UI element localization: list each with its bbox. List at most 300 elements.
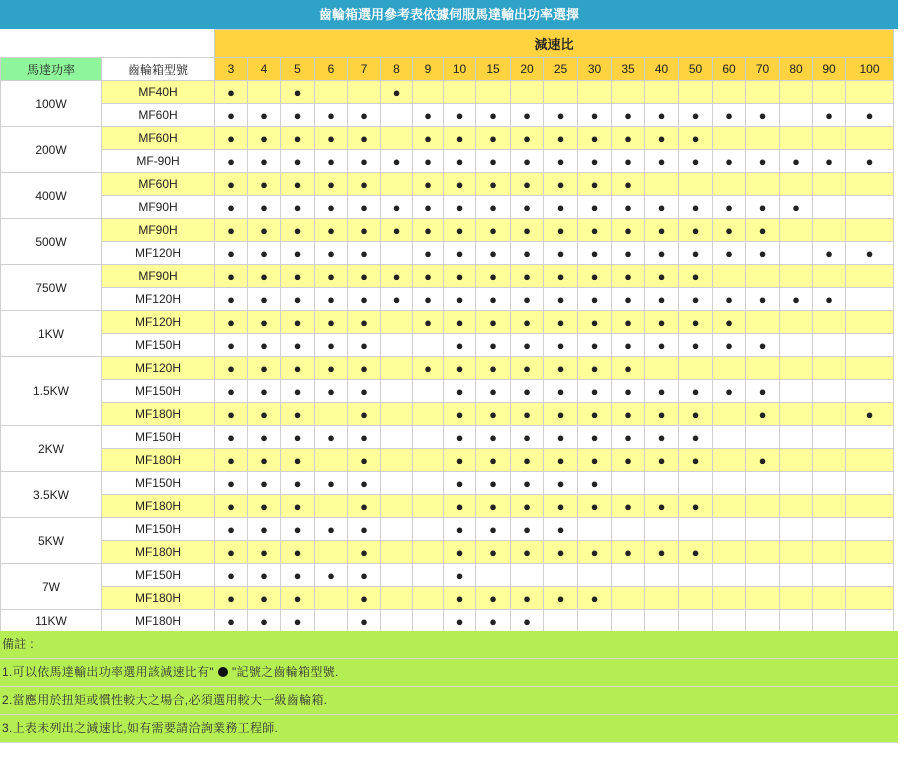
available-mark: ● bbox=[679, 219, 713, 242]
available-mark: ● bbox=[612, 196, 645, 219]
empty-cell bbox=[746, 426, 780, 449]
available-mark: ● bbox=[511, 196, 544, 219]
available-mark: ● bbox=[476, 104, 511, 127]
available-mark: ● bbox=[281, 426, 315, 449]
available-mark: ● bbox=[511, 518, 544, 541]
empty-cell bbox=[612, 518, 645, 541]
empty-cell bbox=[679, 587, 713, 610]
note-1 bbox=[0, 659, 898, 687]
available-mark: ● bbox=[511, 311, 544, 334]
available-mark: ● bbox=[281, 127, 315, 150]
empty-cell bbox=[746, 610, 780, 633]
empty-cell bbox=[645, 357, 679, 380]
empty-cell bbox=[780, 587, 813, 610]
available-mark: ● bbox=[215, 311, 248, 334]
motor-power-cell: 1KW bbox=[1, 311, 102, 357]
empty-cell bbox=[813, 472, 846, 495]
available-mark: ● bbox=[578, 426, 612, 449]
available-mark: ● bbox=[544, 219, 578, 242]
empty-cell bbox=[381, 541, 413, 564]
empty-cell bbox=[780, 104, 813, 127]
gearbox-model-cell: MF60H bbox=[102, 127, 215, 150]
empty-cell bbox=[780, 265, 813, 288]
available-mark: ● bbox=[544, 104, 578, 127]
available-mark: ● bbox=[315, 219, 348, 242]
table-row bbox=[1, 334, 894, 357]
available-mark: ● bbox=[476, 357, 511, 380]
empty-cell bbox=[780, 380, 813, 403]
available-mark: ● bbox=[215, 495, 248, 518]
gearbox-model-cell: MF150H bbox=[102, 380, 215, 403]
available-mark: ● bbox=[315, 288, 348, 311]
available-mark: ● bbox=[248, 495, 281, 518]
empty-cell bbox=[713, 403, 746, 426]
available-mark: ● bbox=[511, 610, 544, 633]
gearbox-model-cell: MF150H bbox=[102, 518, 215, 541]
table-row bbox=[1, 357, 894, 380]
empty-cell bbox=[780, 127, 813, 150]
empty-cell bbox=[381, 104, 413, 127]
empty-cell bbox=[413, 610, 444, 633]
available-mark: ● bbox=[248, 472, 281, 495]
empty-cell bbox=[578, 564, 612, 587]
table-row bbox=[1, 380, 894, 403]
available-mark: ● bbox=[444, 610, 476, 633]
empty-cell bbox=[381, 127, 413, 150]
gearbox-model-cell: MF90H bbox=[102, 219, 215, 242]
table-row bbox=[1, 518, 894, 541]
available-mark: ● bbox=[281, 196, 315, 219]
available-mark: ● bbox=[612, 311, 645, 334]
table-row bbox=[1, 449, 894, 472]
empty-cell bbox=[780, 610, 813, 633]
available-mark: ● bbox=[444, 334, 476, 357]
available-mark: ● bbox=[215, 403, 248, 426]
empty-cell bbox=[780, 357, 813, 380]
available-mark: ● bbox=[215, 610, 248, 633]
available-mark: ● bbox=[578, 288, 612, 311]
available-mark: ● bbox=[315, 426, 348, 449]
available-mark: ● bbox=[476, 242, 511, 265]
available-mark: ● bbox=[381, 288, 413, 311]
empty-cell bbox=[713, 587, 746, 610]
ratio-header-70: 70 bbox=[746, 58, 780, 81]
available-mark: ● bbox=[215, 334, 248, 357]
empty-cell bbox=[846, 219, 894, 242]
available-mark: ● bbox=[746, 288, 780, 311]
available-mark: ● bbox=[281, 219, 315, 242]
available-mark: ● bbox=[679, 104, 713, 127]
empty-cell bbox=[578, 610, 612, 633]
available-mark: ● bbox=[381, 196, 413, 219]
table-row bbox=[1, 610, 894, 633]
empty-cell bbox=[679, 518, 713, 541]
empty-cell bbox=[780, 311, 813, 334]
available-mark: ● bbox=[248, 242, 281, 265]
available-mark: ● bbox=[612, 495, 645, 518]
available-mark: ● bbox=[348, 311, 381, 334]
motor-power-cell: 3.5KW bbox=[1, 472, 102, 518]
empty-cell bbox=[746, 311, 780, 334]
available-mark: ● bbox=[511, 541, 544, 564]
empty-cell bbox=[381, 472, 413, 495]
available-mark: ● bbox=[846, 150, 894, 173]
available-mark: ● bbox=[511, 173, 544, 196]
empty-cell bbox=[413, 587, 444, 610]
empty-cell bbox=[315, 449, 348, 472]
motor-power-cell: 100W bbox=[1, 81, 102, 127]
empty-cell bbox=[315, 403, 348, 426]
available-mark: ● bbox=[248, 104, 281, 127]
available-mark: ● bbox=[746, 150, 780, 173]
ratio-header-90: 90 bbox=[813, 58, 846, 81]
available-mark: ● bbox=[348, 495, 381, 518]
available-mark: ● bbox=[813, 104, 846, 127]
available-mark: ● bbox=[315, 518, 348, 541]
table-row bbox=[1, 426, 894, 449]
empty-cell bbox=[413, 334, 444, 357]
empty-cell bbox=[746, 357, 780, 380]
available-mark: ● bbox=[348, 265, 381, 288]
available-mark: ● bbox=[476, 426, 511, 449]
available-mark: ● bbox=[444, 403, 476, 426]
available-mark: ● bbox=[413, 311, 444, 334]
empty-cell bbox=[780, 403, 813, 426]
motor-power-cell: 5KW bbox=[1, 518, 102, 564]
available-mark: ● bbox=[645, 150, 679, 173]
available-mark: ● bbox=[348, 610, 381, 633]
empty-cell bbox=[413, 495, 444, 518]
empty-cell bbox=[846, 173, 894, 196]
empty-cell bbox=[248, 81, 281, 104]
available-mark: ● bbox=[511, 104, 544, 127]
empty-cell bbox=[846, 495, 894, 518]
available-mark: ● bbox=[444, 449, 476, 472]
empty-cell bbox=[315, 81, 348, 104]
available-mark: ● bbox=[444, 495, 476, 518]
empty-cell bbox=[413, 449, 444, 472]
available-mark: ● bbox=[544, 311, 578, 334]
empty-cell bbox=[780, 518, 813, 541]
gearbox-selection-table bbox=[0, 29, 894, 633]
available-mark: ● bbox=[578, 403, 612, 426]
available-mark: ● bbox=[612, 403, 645, 426]
available-mark: ● bbox=[444, 265, 476, 288]
gearbox-model-cell: MF120H bbox=[102, 311, 215, 334]
available-mark: ● bbox=[315, 334, 348, 357]
available-mark: ● bbox=[645, 426, 679, 449]
empty-cell bbox=[746, 81, 780, 104]
available-mark: ● bbox=[215, 265, 248, 288]
available-mark: ● bbox=[444, 518, 476, 541]
available-mark: ● bbox=[476, 495, 511, 518]
empty-cell bbox=[780, 495, 813, 518]
ratio-header-6: 6 bbox=[315, 58, 348, 81]
available-mark: ● bbox=[645, 265, 679, 288]
available-mark: ● bbox=[476, 380, 511, 403]
ratio-header-60: 60 bbox=[713, 58, 746, 81]
available-mark: ● bbox=[679, 541, 713, 564]
available-mark: ● bbox=[544, 127, 578, 150]
empty-cell bbox=[645, 173, 679, 196]
available-mark: ● bbox=[315, 265, 348, 288]
available-mark: ● bbox=[348, 196, 381, 219]
available-mark: ● bbox=[679, 265, 713, 288]
available-mark: ● bbox=[679, 150, 713, 173]
empty-cell bbox=[713, 81, 746, 104]
available-mark: ● bbox=[215, 587, 248, 610]
table-row bbox=[1, 242, 894, 265]
available-mark: ● bbox=[281, 472, 315, 495]
available-mark: ● bbox=[612, 288, 645, 311]
available-mark: ● bbox=[645, 541, 679, 564]
empty-cell bbox=[846, 288, 894, 311]
empty-cell bbox=[780, 449, 813, 472]
empty-cell bbox=[578, 518, 612, 541]
available-mark: ● bbox=[679, 449, 713, 472]
table-row bbox=[1, 104, 894, 127]
empty-cell bbox=[746, 564, 780, 587]
available-mark: ● bbox=[679, 242, 713, 265]
available-mark: ● bbox=[511, 449, 544, 472]
available-mark: ● bbox=[476, 610, 511, 633]
gearbox-model-cell: MF40H bbox=[102, 81, 215, 104]
available-mark: ● bbox=[578, 472, 612, 495]
available-mark: ● bbox=[413, 242, 444, 265]
available-mark: ● bbox=[348, 334, 381, 357]
motor-power-cell: 200W bbox=[1, 127, 102, 173]
empty-cell bbox=[476, 564, 511, 587]
empty-cell bbox=[713, 357, 746, 380]
table-row bbox=[1, 472, 894, 495]
empty-cell bbox=[846, 472, 894, 495]
table-row bbox=[1, 219, 894, 242]
ratio-header-5: 5 bbox=[281, 58, 315, 81]
empty-cell bbox=[413, 81, 444, 104]
available-mark: ● bbox=[578, 334, 612, 357]
motor-power-cell: 1.5KW bbox=[1, 357, 102, 426]
available-mark: ● bbox=[248, 150, 281, 173]
empty-cell bbox=[813, 449, 846, 472]
empty-cell bbox=[746, 587, 780, 610]
empty-cell bbox=[315, 541, 348, 564]
motor-power-cell: 500W bbox=[1, 219, 102, 265]
available-mark: ● bbox=[476, 403, 511, 426]
gearbox-model-cell: MF-90H bbox=[102, 150, 215, 173]
available-mark: ● bbox=[315, 357, 348, 380]
empty-cell bbox=[813, 311, 846, 334]
available-mark: ● bbox=[248, 449, 281, 472]
motor-power-cell: 2KW bbox=[1, 426, 102, 472]
available-mark: ● bbox=[645, 403, 679, 426]
available-mark: ● bbox=[444, 150, 476, 173]
available-mark: ● bbox=[511, 380, 544, 403]
available-mark: ● bbox=[612, 173, 645, 196]
empty-cell bbox=[381, 357, 413, 380]
available-mark: ● bbox=[679, 127, 713, 150]
available-mark: ● bbox=[281, 173, 315, 196]
empty-cell bbox=[813, 403, 846, 426]
available-mark: ● bbox=[612, 265, 645, 288]
available-mark: ● bbox=[413, 127, 444, 150]
available-mark: ● bbox=[511, 495, 544, 518]
table-row bbox=[1, 403, 894, 426]
available-mark: ● bbox=[544, 150, 578, 173]
available-mark: ● bbox=[846, 403, 894, 426]
available-mark: ● bbox=[215, 449, 248, 472]
empty-cell bbox=[645, 610, 679, 633]
empty-cell bbox=[813, 495, 846, 518]
available-mark: ● bbox=[544, 426, 578, 449]
empty-cell bbox=[413, 518, 444, 541]
available-mark: ● bbox=[315, 311, 348, 334]
empty-cell bbox=[780, 541, 813, 564]
empty-cell bbox=[813, 173, 846, 196]
empty-cell bbox=[381, 173, 413, 196]
motor-power-cell: 11KW bbox=[1, 610, 102, 633]
ratio-header-20: 20 bbox=[511, 58, 544, 81]
empty-cell bbox=[713, 472, 746, 495]
available-mark: ● bbox=[813, 242, 846, 265]
available-mark: ● bbox=[511, 219, 544, 242]
available-mark: ● bbox=[544, 265, 578, 288]
empty-cell bbox=[381, 564, 413, 587]
empty-cell bbox=[813, 426, 846, 449]
available-mark: ● bbox=[679, 426, 713, 449]
available-mark: ● bbox=[281, 104, 315, 127]
available-mark: ● bbox=[248, 518, 281, 541]
ratio-header-10: 10 bbox=[444, 58, 476, 81]
empty-cell bbox=[813, 127, 846, 150]
ratio-header-8: 8 bbox=[381, 58, 413, 81]
available-mark: ● bbox=[248, 219, 281, 242]
empty-cell bbox=[846, 357, 894, 380]
available-mark: ● bbox=[444, 426, 476, 449]
available-mark: ● bbox=[348, 127, 381, 150]
available-mark: ● bbox=[612, 127, 645, 150]
available-mark: ● bbox=[645, 495, 679, 518]
empty-cell bbox=[381, 518, 413, 541]
available-mark: ● bbox=[578, 173, 612, 196]
empty-cell bbox=[679, 610, 713, 633]
gearbox-model-cell: MF180H bbox=[102, 449, 215, 472]
empty-cell bbox=[713, 265, 746, 288]
note-2: 2.當應用於扭矩或慣性較大之場合,必須選用較大一級齒輪箱. bbox=[0, 687, 898, 715]
available-mark: ● bbox=[215, 127, 248, 150]
available-mark: ● bbox=[315, 196, 348, 219]
available-mark: ● bbox=[578, 380, 612, 403]
available-mark: ● bbox=[215, 104, 248, 127]
available-mark: ● bbox=[248, 610, 281, 633]
table-row bbox=[1, 587, 894, 610]
available-mark: ● bbox=[215, 242, 248, 265]
available-mark: ● bbox=[381, 219, 413, 242]
empty-cell bbox=[315, 587, 348, 610]
available-mark: ● bbox=[511, 426, 544, 449]
empty-cell bbox=[713, 518, 746, 541]
empty-cell bbox=[813, 357, 846, 380]
available-mark: ● bbox=[413, 196, 444, 219]
available-mark: ● bbox=[746, 242, 780, 265]
available-mark: ● bbox=[444, 311, 476, 334]
page-title: 齒輪箱選用參考表依據伺服馬達輸出功率選擇 bbox=[0, 0, 898, 29]
available-mark: ● bbox=[413, 104, 444, 127]
empty-cell bbox=[713, 173, 746, 196]
available-mark: ● bbox=[281, 81, 315, 104]
ratio-header-50: 50 bbox=[679, 58, 713, 81]
available-mark: ● bbox=[511, 472, 544, 495]
available-mark: ● bbox=[612, 334, 645, 357]
empty-cell bbox=[846, 380, 894, 403]
table-row bbox=[1, 311, 894, 334]
available-mark: ● bbox=[476, 196, 511, 219]
empty-cell bbox=[381, 311, 413, 334]
empty-cell bbox=[413, 564, 444, 587]
available-mark: ● bbox=[511, 334, 544, 357]
empty-cell bbox=[544, 564, 578, 587]
available-mark: ● bbox=[215, 518, 248, 541]
available-mark: ● bbox=[348, 380, 381, 403]
available-mark: ● bbox=[444, 242, 476, 265]
empty-cell bbox=[381, 380, 413, 403]
available-mark: ● bbox=[544, 449, 578, 472]
available-mark: ● bbox=[315, 242, 348, 265]
available-mark: ● bbox=[444, 219, 476, 242]
motor-power-header: 馬達功率 bbox=[1, 58, 102, 81]
empty-cell bbox=[679, 81, 713, 104]
available-mark: ● bbox=[281, 265, 315, 288]
empty-cell bbox=[381, 610, 413, 633]
available-mark: ● bbox=[612, 380, 645, 403]
available-mark: ● bbox=[612, 219, 645, 242]
available-mark: ● bbox=[679, 311, 713, 334]
available-mark: ● bbox=[315, 472, 348, 495]
available-mark: ● bbox=[348, 242, 381, 265]
empty-cell bbox=[746, 127, 780, 150]
available-mark: ● bbox=[476, 127, 511, 150]
ratio-header-15: 15 bbox=[476, 58, 511, 81]
available-mark: ● bbox=[248, 265, 281, 288]
available-mark: ● bbox=[476, 334, 511, 357]
available-mark: ● bbox=[381, 150, 413, 173]
available-mark: ● bbox=[348, 403, 381, 426]
empty-cell bbox=[746, 541, 780, 564]
note-1-text-end: "記號之齒輪箱型號. bbox=[231, 665, 339, 679]
empty-cell bbox=[612, 587, 645, 610]
ratio-header-80: 80 bbox=[780, 58, 813, 81]
empty-cell bbox=[780, 334, 813, 357]
empty-cell bbox=[612, 472, 645, 495]
available-mark: ● bbox=[281, 587, 315, 610]
available-mark: ● bbox=[413, 150, 444, 173]
table-row bbox=[1, 81, 894, 104]
available-mark: ● bbox=[679, 196, 713, 219]
empty-cell bbox=[846, 449, 894, 472]
empty-cell bbox=[413, 472, 444, 495]
empty-cell bbox=[679, 564, 713, 587]
available-mark: ● bbox=[612, 242, 645, 265]
available-mark: ● bbox=[578, 357, 612, 380]
available-mark: ● bbox=[348, 472, 381, 495]
empty-cell bbox=[612, 564, 645, 587]
available-mark: ● bbox=[348, 104, 381, 127]
available-mark: ● bbox=[476, 449, 511, 472]
available-mark: ● bbox=[413, 265, 444, 288]
empty-cell bbox=[846, 196, 894, 219]
available-mark: ● bbox=[511, 587, 544, 610]
available-mark: ● bbox=[476, 265, 511, 288]
available-mark: ● bbox=[544, 357, 578, 380]
